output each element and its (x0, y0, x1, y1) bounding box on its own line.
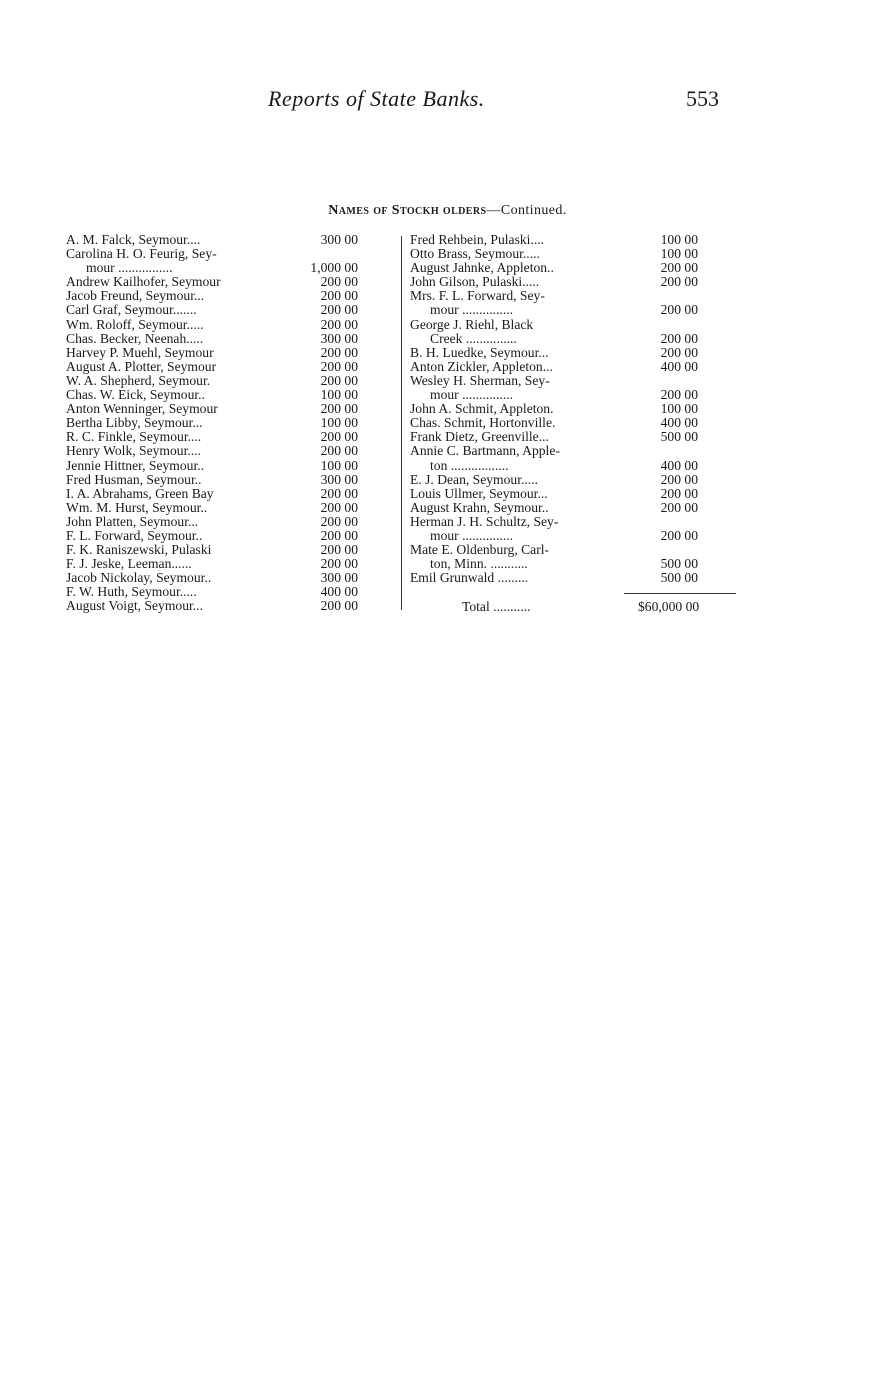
share-amount: 200 00 (320, 499, 358, 515)
list-item (410, 346, 736, 360)
share-amount: 200 00 (660, 302, 698, 318)
list-item (66, 261, 394, 275)
stockholder-name: Harvey P. Muehl, Seymour (66, 344, 214, 360)
stockholder-name: Annie C. Bartmann, Apple- (410, 443, 560, 459)
share-amount: 200 00 (320, 542, 358, 558)
stockholder-name: Herman J. H. Schultz, Sey- (410, 513, 559, 529)
share-amount: 100 00 (660, 246, 698, 262)
list-item (66, 416, 394, 430)
list-item (66, 459, 394, 473)
list-item (410, 529, 736, 543)
list-item (410, 402, 736, 416)
list-item (66, 473, 394, 487)
stockholder-name: John Gilson, Pulaski..... (410, 274, 540, 290)
share-amount: 200 00 (320, 358, 358, 374)
share-amount: 200 00 (320, 316, 358, 332)
stockholder-name: mour ............... (430, 387, 514, 403)
stockholder-name: R. C. Finkle, Seymour.... (66, 429, 202, 445)
list-item (410, 261, 736, 275)
share-amount: 400 00 (660, 358, 698, 374)
total-rule (624, 593, 736, 594)
share-amount: 300 00 (320, 570, 358, 586)
share-amount: 400 00 (660, 457, 698, 473)
share-amount: 200 00 (320, 288, 358, 304)
share-amount: 200 00 (320, 598, 358, 614)
share-amount: 1,000 00 (310, 260, 358, 276)
stockholder-list-left (66, 233, 394, 614)
stockholder-name: mour ............... (430, 527, 514, 543)
list-item (66, 515, 394, 529)
stockholder-name: George J. Riehl, Black (410, 316, 534, 332)
stockholder-name: John A. Schmit, Appleton. (410, 401, 554, 417)
stockholder-name: August A. Plotter, Seymour (66, 358, 217, 374)
list-item (66, 303, 394, 317)
stockholder-name: August Voigt, Seymour... (66, 598, 203, 614)
list-item (410, 360, 736, 374)
list-item (66, 247, 394, 261)
stockholder-name: mour ................ (86, 260, 173, 276)
share-amount: 200 00 (660, 527, 698, 543)
list-item (410, 374, 736, 388)
share-amount: 400 00 (320, 584, 358, 600)
stockholder-name: Anton Wenninger, Seymour (66, 401, 218, 417)
share-amount: 200 00 (320, 274, 358, 290)
share-amount: 200 00 (660, 387, 698, 403)
stockholder-name: Louis Ullmer, Seymour... (410, 485, 548, 501)
section-title-suffix: —Continued. (486, 203, 567, 218)
stockholder-name: B. H. Luedke, Seymour... (410, 344, 549, 360)
list-item (66, 374, 394, 388)
share-amount: 200 00 (320, 344, 358, 360)
list-item (66, 501, 394, 515)
share-amount: 200 00 (660, 274, 698, 290)
stockholder-name: ton ................. (430, 457, 509, 473)
stockholder-name: August Jahnke, Appleton.. (410, 260, 554, 276)
share-amount: 200 00 (660, 471, 698, 487)
list-item (66, 599, 394, 613)
stockholder-name: Wesley H. Sherman, Sey- (410, 372, 550, 388)
list-item (66, 233, 394, 247)
stockholder-name: A. M. Falck, Seymour.... (66, 232, 201, 247)
list-item (66, 557, 394, 571)
list-item (66, 487, 394, 501)
list-item (410, 289, 736, 303)
stockholder-list-right (410, 233, 736, 585)
list-item (410, 388, 736, 402)
stockholder-name: F. J. Jeske, Leeman...... (66, 556, 192, 572)
stockholder-name: Fred Rehbein, Pulaski.... (410, 232, 545, 247)
stockholder-name: Carolina H. O. Feurig, Sey- (66, 246, 217, 262)
stockholder-name: Frank Dietz, Greenville... (410, 429, 549, 445)
share-amount: 300 00 (320, 232, 358, 247)
list-item (410, 571, 736, 585)
list-item (66, 571, 394, 585)
list-item (410, 233, 736, 247)
stockholder-name: Otto Brass, Seymour..... (410, 246, 540, 262)
share-amount: 200 00 (320, 485, 358, 501)
share-amount: 200 00 (660, 260, 698, 276)
share-amount: 100 00 (320, 387, 358, 403)
stockholder-name: W. A. Shepherd, Seymour. (66, 372, 211, 388)
list-item (410, 459, 736, 473)
stockholder-name: Anton Zickler, Appleton... (410, 358, 553, 374)
share-amount: 200 00 (320, 302, 358, 318)
stockholder-name: Chas. Schmit, Hortonville. (410, 415, 556, 431)
list-item (410, 501, 736, 515)
stockholder-name: F. K. Raniszewski, Pulaski (66, 542, 212, 558)
total-amount: $60,000 00 (638, 599, 700, 614)
list-item (66, 346, 394, 360)
stockholder-name: Jennie Hittner, Seymour.. (66, 457, 205, 473)
share-amount: 100 00 (320, 415, 358, 431)
share-amount: 200 00 (660, 499, 698, 515)
stockholder-name: Chas. Becker, Neenah..... (66, 330, 204, 346)
stockholder-name: mour ............... (430, 302, 514, 318)
stockholder-name: Mrs. F. L. Forward, Sey- (410, 288, 545, 304)
list-item (410, 473, 736, 487)
stockholder-name: Jacob Nickolay, Seymour.. (66, 570, 212, 586)
stockholder-name: F. W. Huth, Seymour..... (66, 584, 197, 600)
list-item (410, 416, 736, 430)
list-item (410, 444, 736, 458)
stockholder-name: Mate E. Oldenburg, Carl- (410, 542, 550, 558)
list-item (66, 444, 394, 458)
share-amount: 200 00 (320, 401, 358, 417)
stockholder-name: Carl Graf, Seymour....... (66, 302, 197, 318)
stockholder-name: August Krahn, Seymour.. (410, 499, 549, 515)
running-title: Reports of State Banks. (268, 86, 485, 111)
list-item (410, 557, 736, 571)
list-item (66, 275, 394, 289)
list-item (410, 318, 736, 332)
stockholder-name: Jacob Freund, Seymour... (66, 288, 205, 304)
list-item (410, 515, 736, 529)
share-amount: 300 00 (320, 471, 358, 487)
share-amount: 500 00 (660, 429, 698, 445)
total-label: Total ........... (462, 599, 531, 614)
share-amount: 200 00 (660, 485, 698, 501)
list-item (66, 543, 394, 557)
list-item (410, 275, 736, 289)
list-item (66, 585, 394, 599)
share-amount: 200 00 (320, 513, 358, 529)
stockholder-name: Fred Husman, Seymour.. (66, 471, 202, 487)
stockholder-name: Wm. M. Hurst, Seymour.. (66, 499, 208, 515)
share-amount: 200 00 (320, 429, 358, 445)
section-title (0, 203, 895, 219)
column-divider (401, 236, 402, 610)
list-item (66, 318, 394, 332)
stockholder-name: John Platten, Seymour... (66, 513, 199, 529)
share-amount: 500 00 (660, 556, 698, 572)
stockholder-name: Chas. W. Eick, Seymour.. (66, 387, 205, 403)
stockholder-name: Henry Wolk, Seymour.... (66, 443, 201, 459)
list-item (66, 402, 394, 416)
stockholder-name: E. J. Dean, Seymour..... (410, 471, 538, 487)
share-amount: 200 00 (660, 344, 698, 360)
stockholder-name: Wm. Roloff, Seymour..... (66, 316, 204, 332)
list-item (410, 430, 736, 444)
list-item (66, 529, 394, 543)
list-item (410, 543, 736, 557)
page-number: 553 (686, 86, 719, 111)
list-item (410, 332, 736, 346)
share-amount: 100 00 (320, 457, 358, 473)
share-amount: 200 00 (320, 556, 358, 572)
share-amount: 200 00 (320, 443, 358, 459)
stockholder-name: I. A. Abrahams, Green Bay (66, 485, 214, 501)
stockholder-name: Andrew Kailhofer, Seymour (66, 274, 221, 290)
stockholder-name: ton, Minn. ........... (430, 556, 528, 572)
list-item (410, 247, 736, 261)
stockholder-name: Creek ............... (430, 330, 517, 346)
share-amount: 200 00 (320, 527, 358, 543)
share-amount: 300 00 (320, 330, 358, 346)
stockholder-name: F. L. Forward, Seymour.. (66, 527, 203, 543)
list-item (410, 487, 736, 501)
list-item (66, 289, 394, 303)
share-amount: 100 00 (660, 232, 698, 247)
list-item (66, 430, 394, 444)
list-item (66, 388, 394, 402)
share-amount: 500 00 (660, 570, 698, 586)
stockholder-name: Emil Grunwald ......... (410, 570, 529, 586)
share-amount: 400 00 (660, 415, 698, 431)
section-title-caps: Names of Stockh olders (328, 203, 487, 218)
share-amount: 200 00 (320, 372, 358, 388)
list-item (66, 360, 394, 374)
share-amount: 100 00 (660, 401, 698, 417)
stockholder-name: Bertha Libby, Seymour... (66, 415, 203, 431)
share-amount: 200 00 (660, 330, 698, 346)
list-item (66, 332, 394, 346)
page-header (0, 86, 895, 120)
list-item (410, 303, 736, 317)
